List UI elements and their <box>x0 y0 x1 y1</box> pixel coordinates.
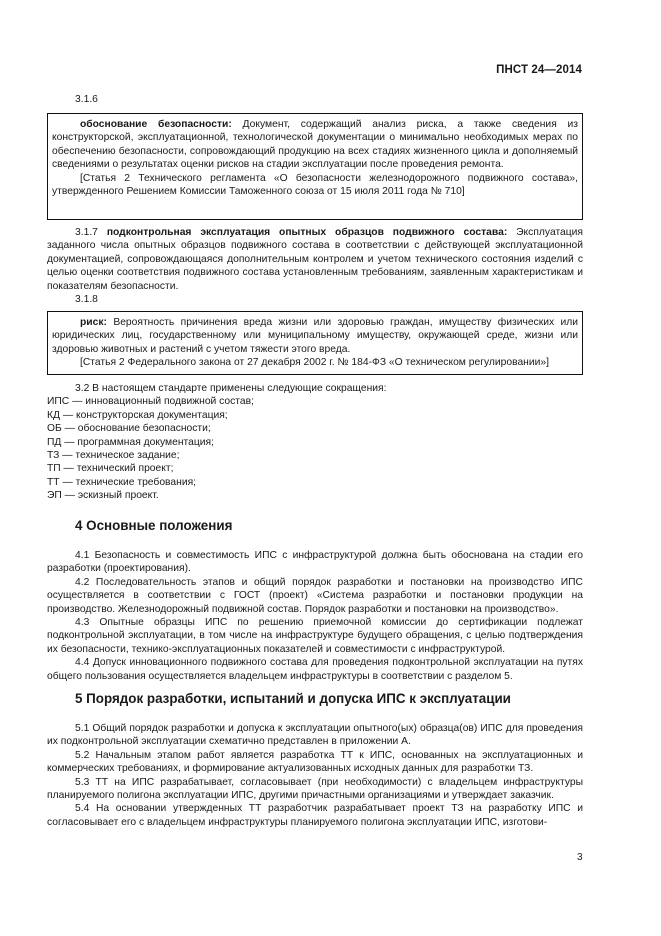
definition-box-3-1-6 <box>47 113 583 220</box>
definition-text: Эксплуатация заданного числа опытных образцов подвижного состава в соответствии с действующей эксплуатационной документацией, сопровождающаяся дополнительным контролем и учетом технического состояния изделий с целью оценки соответствия подвижного состава установленным требованиям, заявленным характеристикам и показателям безопасности. <box>47 227 583 292</box>
definition-text: Вероятность причинения вреда жизни или здоровью граждан, имуществу физических или юридических лиц, государственному или муниципальному имуществу, окружающей среде, жизни или здоровью животных и растений с учетом тяжести этого вреда. <box>52 317 578 355</box>
clause-number: 3.1.7 <box>75 227 107 238</box>
source-3-1-6: [Статья 2 Технического регламента «О безопасности железнодорожного подвижного состава», утвержденного Решением Комиссии Таможенного союза от 15 июля 2011 года № 710] <box>52 172 578 198</box>
definition-box-3-1-8 <box>47 311 583 375</box>
paragraph-5-2: 5.2 Начальным этапом работ является разработка ТТ к ИПС, основанных на эксплуатационных и коммерческих требованиях, и формирование актуализованных исходных данных для разработки ТЗ. <box>47 749 583 775</box>
section-heading-4: 4 Основные положения <box>75 518 233 533</box>
paragraph-4-2: 4.2 Последовательность этапов и общий порядок разработки и постановки на производство ИПС осуществляется в соответствии с ГОСТ (проект) «Система разработки и постановки продукции на производство. Железнодорожный подвижной состав. Порядок разработки и постановки на производство». <box>47 576 583 615</box>
paragraph-5-1: 5.1 Общий порядок разработки и допуска к эксплуатации опытного(ых) образца(ов) ИПС для проведения их подконтрольной эксплуатации схематично представлен в приложении А. <box>47 723 583 748</box>
term: подконтрольная эксплуатация опытных образцов подвижного состава: <box>106 227 508 238</box>
paragraph-5-3: 5.3 ТТ на ИПС разрабатывает, согласовывает (при необходимости) с владельцем инфраструктуры планируемого полигона эксплуатации ИПС, другими причастными организациями и утверждает заказчик. <box>47 776 583 802</box>
list-item: КД — конструкторская документация; <box>47 409 228 421</box>
document-code: ПНСТ 24—2014 <box>496 64 582 76</box>
definition-3-1-8 <box>52 316 578 356</box>
list-item: ТТ — технические требования; <box>47 476 197 488</box>
list-item: ТП — технический проект; <box>47 463 174 475</box>
abbreviations-intro: 3.2 В настоящем стандарте применены следующие сокращения: <box>75 383 387 394</box>
section-4-body <box>47 549 583 683</box>
section-5-body <box>47 722 583 829</box>
list-item: ТЗ — техническое задание; <box>47 450 180 462</box>
paragraph-4-4: 4.4 Допуск инновационного подвижного состава для проведения подконтрольной эксплуатации на путях общего пользования осуществляется владельцем инфраструктуры в соответствии с разделом 5. <box>47 657 583 682</box>
source-3-1-8: [Статья 2 Федерального закона от 27 декабря 2002 г. № 184-ФЗ «О техническом регулировании»] <box>80 357 549 369</box>
abbreviations-list <box>47 382 583 503</box>
paragraph-4-1: 4.1 Безопасность и совместимость ИПС с инфраструктурой должна быть обоснована на стадии его разработки (проектирования). <box>47 550 583 575</box>
page-number: 3 <box>577 852 583 863</box>
clause-number-3-1-8: 3.1.8 <box>75 294 98 305</box>
term: риск: <box>80 317 107 328</box>
term: обоснование безопасности: <box>80 119 232 130</box>
definition-text: Документ, содержащий анализ риска, а также сведения из конструкторской, эксплуатационной, технологической документации о минимально необходимых мерах по обеспечению безопасности, сопровождающий продукцию на всех стадиях жизненного цикла и дополняемый сведениями о результатах оценки рисков на стадии эксплуатации после проведения ремонта. <box>52 119 578 171</box>
list-item: ПД — программная документация; <box>47 436 214 448</box>
clause-3-1-7 <box>47 226 583 293</box>
clause-number-3-1-6: 3.1.6 <box>75 94 98 105</box>
paragraph-4-3: 4.3 Опытные образцы ИПС по решению приемочной комиссии до сертификации подлежат подконтрольной эксплуатации, в том числе на инфраструктуре будущего обращения, с целью подтверждения их безопасности, технико-эксплуатационных показателей и совместимости с инфраструктурой. <box>47 617 583 655</box>
list-item: ОБ — обоснование безопасности; <box>47 423 211 435</box>
paragraph-5-4: 5.4 На основании утвержденных ТТ разработчик разрабатывает проект ТЗ на разработку ИПС и согласовывает его с владельцем инфраструктуры планируемого полигона эксплуатации ИПС, изготови- <box>47 803 583 828</box>
section-heading-5: 5 Порядок разработки, испытаний и допуска ИПС к эксплуатации <box>75 691 511 706</box>
definition-3-1-6 <box>52 118 578 172</box>
list-item: ИПС — инновационный подвижной состав; <box>47 396 254 408</box>
list-item: ЭП — эскизный проект. <box>47 490 159 502</box>
